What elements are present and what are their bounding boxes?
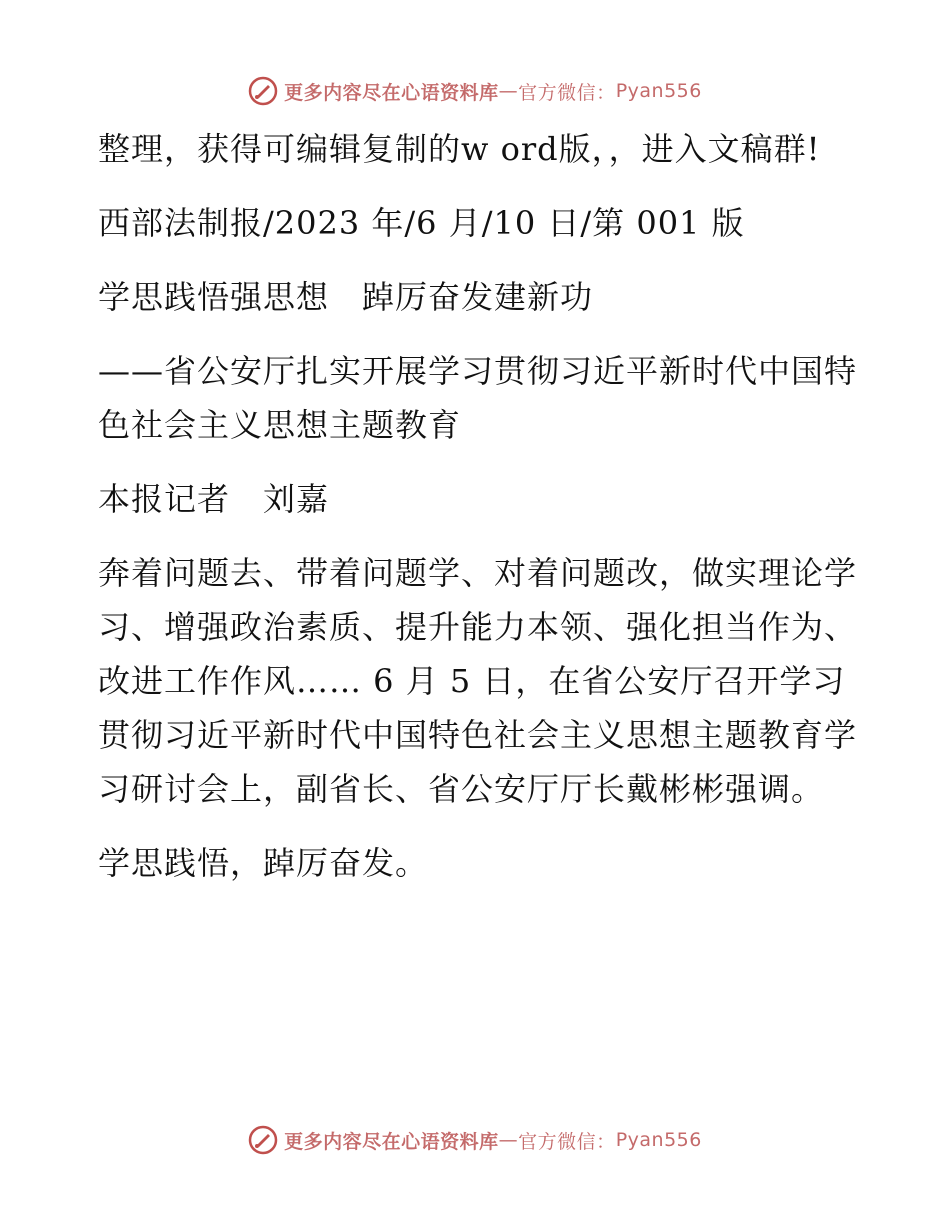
footer-watermark — [0, 1120, 950, 1160]
watermark-contact-value: Pyan556 — [615, 80, 702, 102]
watermark-dash: — — [498, 1129, 519, 1151]
source-line: 西部法制报/2023 年/6 月/10 日/第 001 版 — [98, 204, 745, 242]
watermark-contact-label: 官方微信： — [518, 1130, 616, 1153]
brand-logo-icon — [248, 1125, 278, 1155]
byline: 本报记者 刘嘉 — [98, 480, 330, 518]
watermark-contact-label: 官方微信： — [518, 81, 616, 104]
header-watermark — [0, 71, 950, 111]
watermark-text: 更多内容尽在心语资料库 — [284, 81, 499, 104]
brand-logo-icon — [248, 76, 278, 106]
article-subtitle: ——省公安厅扎实开展学习贯彻习近平新时代中国特色社会主义思想主题教育 — [98, 352, 858, 444]
document-body — [98, 122, 858, 910]
body-paragraph: 学思践悟，踔厉奋发。 — [98, 844, 429, 882]
intro-note: 整理，获得可编辑复制的w ord版，，进入文稿群! — [98, 130, 821, 168]
watermark-text: 更多内容尽在心语资料库 — [284, 1130, 499, 1153]
watermark-dash: — — [498, 80, 519, 102]
body-paragraph: 奔着问题去、带着问题学、对着问题改，做实理论学习、增强政治素质、提升能力本领、强化担当作为、改进工作作风…… 6 月 5 日，在省公安厅召开学习贯彻习近平新时代中国特色社会主义思想主题教育学习研讨会上，副省长、省公安厅厅长戴彬彬强调。 — [98, 554, 858, 808]
watermark-contact-value: Pyan556 — [615, 1129, 702, 1151]
article-title: 学思践悟强思想 踔厉奋发建新功 — [98, 278, 594, 316]
